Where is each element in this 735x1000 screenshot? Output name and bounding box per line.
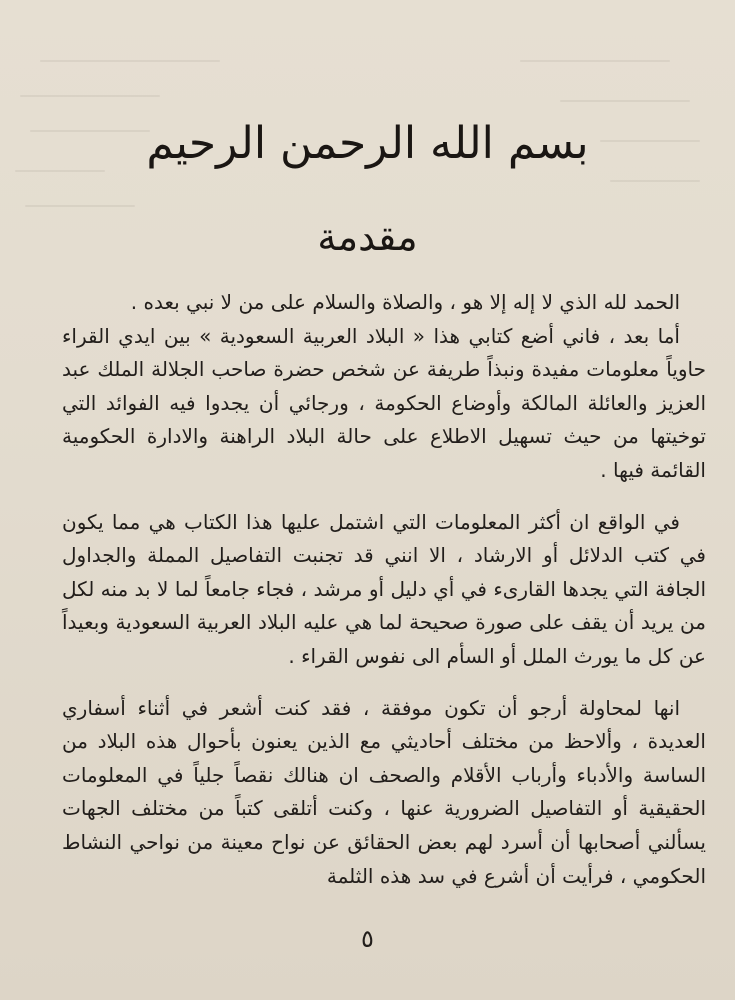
page-heading: مقدمة <box>317 215 418 259</box>
paragraph-2: أما بعد ، فاني أضع كتابي هذا « البلاد العربية السعودية » بين ايدي القراء حاوياً معلومات مفيدة ونبذاً طريفة عن شخص حضرة صاحب الجلالة الملك عبد العزيز والعائلة المالكة وأوضاع الحكومة ، ورجائي أن يجدوا فيه الفوائد التي توخيتها من حيث تسهيل الاطلاع على حالة البلاد الراهنة والادارة الحكومية القائمة فيها . <box>62 323 706 482</box>
paragraph-1: الحمد لله الذي لا إله إلا هو ، والصلاة والسلام على من لا نبي بعده . <box>130 290 680 314</box>
basmala-calligraphy: بسم الله الرحمن الرحيم <box>146 118 589 169</box>
paragraph-4: انها لمحاولة أرجو أن تكون موفقة ، فقد كنت أشعر في أثناء أسفاري العديدة ، وألاحظ من مختلف أحاديثي مع الذين يعنون بأحوال هذه البلاد من الساسة والأدباء وأرباب الأقلام والصحف ان هنالك نقصاً جلياً في المعلومات الحقيقية أو التفاصيل الضرورية عنها ، وكنت أتلقى كتباً من مختلف الجهات يسألني أصحابها أن أسرد لهم بعض الحقائق عن نواح معينة من نواحي النشاط الحكومي ، فرأيت أن أشرع في سد هذه الثلمة <box>62 695 706 888</box>
paragraph-3: في الواقع ان أكثر المعلومات التي اشتمل عليها هذا الكتاب هي مما يكون في كتب الدلائل أو الارشاد ، الا انني قد تجنبت التفاصيل المملة والجداول الجافة التي يجدها القارىء في أي دليل أو مرشد ، فجاء جامعاً لما لا بد منه لكل من يريد أن يقف على صورة صحيحة لما هي عليه البلاد العربية السعودية وبعيداً عن كل ما يورث الملل أو السأم الى نفوس القراء . <box>62 509 706 668</box>
page-number: ٥ <box>361 925 374 953</box>
body-text <box>62 286 706 893</box>
